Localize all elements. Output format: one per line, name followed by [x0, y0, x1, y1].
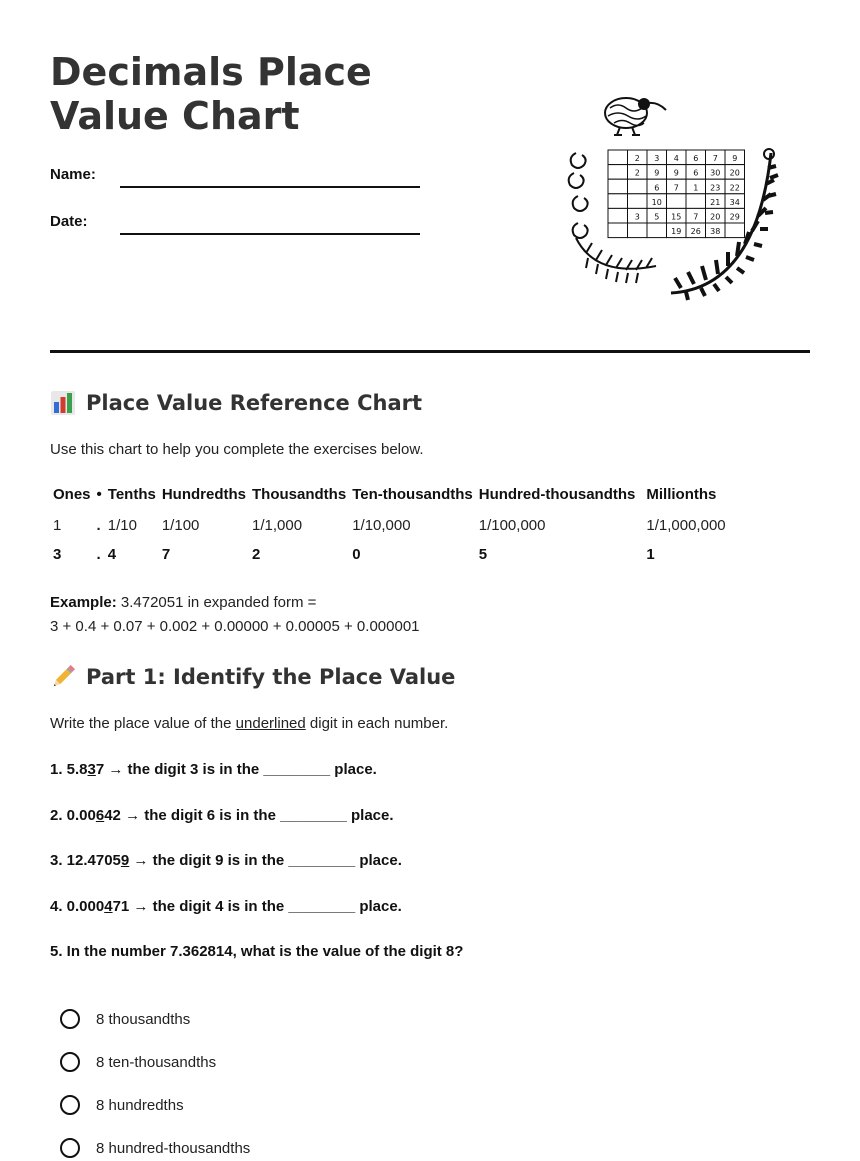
section-divider: [50, 350, 810, 353]
underlined-digit: 3: [87, 761, 96, 778]
underlined-digit: 9: [120, 852, 130, 869]
option-3[interactable]: [60, 1095, 184, 1115]
koru-swirl-icon: [569, 153, 588, 238]
part1-instruction: [50, 715, 448, 732]
reference-heading: [50, 390, 422, 416]
grid-cell: [628, 179, 648, 194]
grid-number: 3: [654, 154, 660, 164]
grid-number: 26: [690, 227, 701, 237]
part1-heading: [50, 664, 455, 690]
table-cell: 5: [478, 546, 488, 563]
grid-number: 19: [671, 227, 682, 237]
question-text: → the digit 9 is in the ________ place.: [129, 852, 402, 869]
name-label: Name:: [50, 166, 96, 183]
table-cell: 1/1,000: [252, 517, 303, 534]
grid-number: 7: [712, 154, 718, 164]
underlined-digit: 6: [95, 807, 105, 824]
grid-number: 6: [693, 154, 699, 164]
table-cell: 0: [352, 546, 361, 563]
grid-cell: [725, 223, 745, 238]
table-cell: 7: [161, 546, 171, 563]
grid-number: 34: [729, 197, 740, 207]
grid-number: 9: [654, 168, 660, 178]
grid-cell: [667, 194, 687, 209]
kiwi-bird-icon: [605, 98, 666, 135]
table-cell: 1/1,000,000: [646, 517, 726, 534]
grid-number: 20: [710, 212, 721, 222]
grid-number: 29: [729, 212, 740, 222]
option-label: 8 hundredths: [96, 1096, 184, 1114]
column-header: Hundred-thousandths: [478, 486, 636, 503]
radio-button[interactable]: [60, 1009, 80, 1029]
question-text: 3. 12.4705: [50, 852, 121, 869]
radio-button[interactable]: [60, 1138, 80, 1158]
bar-chart-icon: [50, 390, 76, 416]
grid-number: 1: [693, 183, 699, 193]
column-header: Thousandths: [252, 486, 347, 503]
grid-cell: [608, 194, 628, 209]
question-text: 42 → the digit 6 is in the ________ place.: [104, 807, 394, 824]
table-cell: 1/100: [161, 517, 200, 534]
grid-number: 9: [732, 154, 738, 164]
column-header: Tenths: [107, 486, 156, 503]
grid-number: 20: [729, 168, 740, 178]
table-cell: 1/100,000: [478, 517, 546, 534]
grid-number: 2: [634, 154, 640, 164]
grid-number: 10: [651, 197, 662, 207]
table-cell: 1: [53, 517, 62, 534]
radio-button[interactable]: [60, 1095, 80, 1115]
grid-number: 3: [634, 212, 640, 222]
grid-number: 30: [710, 168, 721, 178]
decorative-illustration: [556, 88, 786, 303]
grid-cell: [686, 194, 706, 209]
example-block: [50, 591, 420, 639]
reference-intro: Use this chart to help you complete the exercises below.: [50, 441, 424, 458]
part1-heading-text: Part 1: Identify the Place Value: [86, 665, 456, 689]
table-cell: 3: [53, 546, 62, 563]
grid-number: 2: [634, 168, 640, 178]
number-grid: [608, 150, 745, 238]
question-text: 4. 0.000: [50, 898, 105, 915]
grid-cell: [647, 223, 667, 238]
radio-button[interactable]: [60, 1052, 80, 1072]
example-label: Example:: [50, 594, 117, 611]
grid-cell: [608, 223, 628, 238]
grid-number: 7: [673, 183, 679, 193]
instruction-text: Write the place value of the: [50, 715, 236, 732]
column-header: Ones: [53, 486, 91, 503]
table-cell: 1: [646, 546, 655, 563]
table-row: [50, 511, 729, 540]
table-cell: 1/10: [107, 517, 137, 534]
question-text: 2. 0.00: [50, 807, 96, 824]
fern-left-icon: [576, 238, 656, 283]
underlined-digit: 4: [104, 898, 113, 915]
page-title: Decimals Place Value Chart: [50, 50, 372, 138]
question-5: 5. In the number 7.362814, what is the value of the digit 8?: [50, 943, 464, 960]
option-4[interactable]: [60, 1138, 250, 1158]
option-label: 8 thousandths: [96, 1010, 191, 1028]
option-label: 8 ten-thousandths: [96, 1053, 217, 1071]
grid-cell: [608, 179, 628, 194]
pencil-icon: [50, 664, 76, 690]
table-cell: .: [96, 546, 101, 563]
question-2: [50, 807, 394, 824]
question-3: [50, 852, 402, 869]
expanded-form: 3 + 0.4 + 0.07 + 0.002 + 0.00000 + 0.00005 + 0.000001: [50, 618, 420, 635]
option-2[interactable]: [60, 1052, 216, 1072]
example-text: 3.472051 in expanded form =: [116, 594, 317, 611]
column-header: Millionths: [646, 486, 717, 503]
grid-cell: [608, 165, 628, 180]
grid-number: 22: [729, 183, 740, 193]
grid-cell: [608, 150, 628, 165]
column-header: •: [96, 486, 102, 503]
date-field[interactable]: [120, 233, 420, 235]
question-text: 7 → the digit 3 is in the ________ place.: [95, 761, 377, 778]
table-cell: 4: [107, 546, 117, 563]
grid-number: 9: [673, 168, 679, 178]
kiwi-fern-illustration: [556, 88, 786, 303]
grid-cell: [608, 208, 628, 223]
grid-number: 6: [693, 168, 699, 178]
instruction-text: digit in each number.: [305, 715, 449, 732]
option-1[interactable]: [60, 1009, 190, 1029]
date-label: Date:: [50, 213, 88, 230]
question-1: [50, 761, 377, 778]
grid-cell: [628, 194, 648, 209]
column-header: Ten-thousandths: [352, 486, 473, 503]
question-text: 1. 5.8: [50, 761, 88, 778]
grid-number: 7: [693, 212, 699, 222]
grid-number: 21: [710, 197, 721, 207]
grid-number: 23: [710, 183, 721, 193]
column-header: Hundredths: [161, 486, 247, 503]
question-text: 71 → the digit 4 is in the ________ place.: [112, 898, 402, 915]
question-4: [50, 898, 402, 915]
grid-number: 4: [673, 154, 679, 164]
table-cell: 1/10,000: [352, 517, 411, 534]
table-cell: 2: [252, 546, 261, 563]
option-label: 8 hundred-thousandths: [96, 1139, 251, 1157]
table-header-row: [50, 483, 729, 511]
reference-heading-text: Place Value Reference Chart: [86, 391, 423, 415]
grid-cell: [628, 223, 648, 238]
name-field[interactable]: [120, 186, 420, 188]
grid-number: 38: [710, 227, 721, 237]
table-cell: .: [96, 517, 101, 534]
instruction-underlined: underlined: [235, 715, 306, 732]
place-value-table: [50, 483, 729, 569]
grid-number: 6: [654, 183, 660, 193]
table-row: [50, 540, 729, 569]
grid-number: 5: [654, 212, 660, 222]
grid-number: 15: [671, 212, 682, 222]
